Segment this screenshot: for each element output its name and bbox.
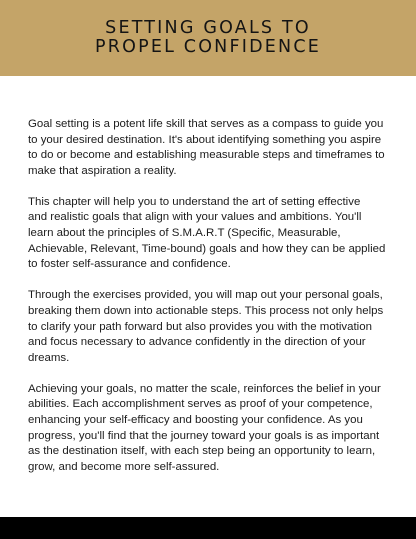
paragraph-achieving-goals bbox=[28, 382, 390, 476]
footer-band bbox=[0, 517, 416, 539]
paragraph-line: as the destination itself, with each step being an opportunity to learn, bbox=[28, 445, 376, 458]
paragraph-line: grow, and become more self-assured. bbox=[28, 460, 220, 473]
paragraph-line: abilities. Each accomplishment serves as proof of your competence, bbox=[28, 398, 373, 411]
paragraph-line: Through the exercises provided, you will map out your personal goals, bbox=[28, 289, 383, 302]
paragraph-line: to your desired destination. It's about identifying something you aspire bbox=[28, 133, 382, 146]
paragraph-exercises bbox=[28, 288, 390, 366]
paragraph-line: breaking them down into actionable steps. This process not only helps bbox=[28, 304, 384, 317]
paragraph-line: to foster self-assurance and confidence. bbox=[28, 258, 231, 271]
body-content bbox=[28, 117, 390, 491]
paragraph-intro bbox=[28, 117, 390, 179]
paragraph-line: to clarify your path forward but also provides you with the motivation bbox=[28, 320, 372, 333]
paragraph-chapter-overview bbox=[28, 195, 390, 273]
paragraph-line: make that aspiration a reality. bbox=[28, 164, 177, 177]
page-title-line-2: PROPEL CONFIDENCE bbox=[94, 37, 322, 57]
paragraph-line: Achievable, Relevant, Time-bound) goals and how they can be applied bbox=[28, 242, 386, 255]
paragraph-line: progress, you'll find that the journey toward your goals is as important bbox=[28, 429, 380, 442]
header-band bbox=[0, 0, 416, 76]
paragraph-line: Achieving your goals, no matter the scale, reinforces the belief in your bbox=[28, 382, 381, 395]
paragraph-line: This chapter will help you to understand the art of setting effective bbox=[28, 195, 361, 208]
paragraph-line: and realistic goals that align with your values and ambitions. You'll bbox=[28, 211, 362, 224]
page-title-line-1: SETTING GOALS TO bbox=[105, 18, 311, 38]
paragraph-line: to do or become and establishing measurable steps and timeframes to bbox=[28, 149, 385, 162]
paragraph-line: Goal setting is a potent life skill that serves as a compass to guide you bbox=[28, 118, 384, 130]
paragraph-line: enhancing your self-efficacy and boosting your confidence. As you bbox=[28, 414, 363, 426]
paragraph-line: and focus necessary to advance confidently in the direction of your bbox=[28, 336, 366, 349]
paragraph-line: learn about the principles of S.M.A.R.T (Specific, Measurable, bbox=[28, 227, 341, 240]
paragraph-line: dreams. bbox=[28, 351, 70, 364]
